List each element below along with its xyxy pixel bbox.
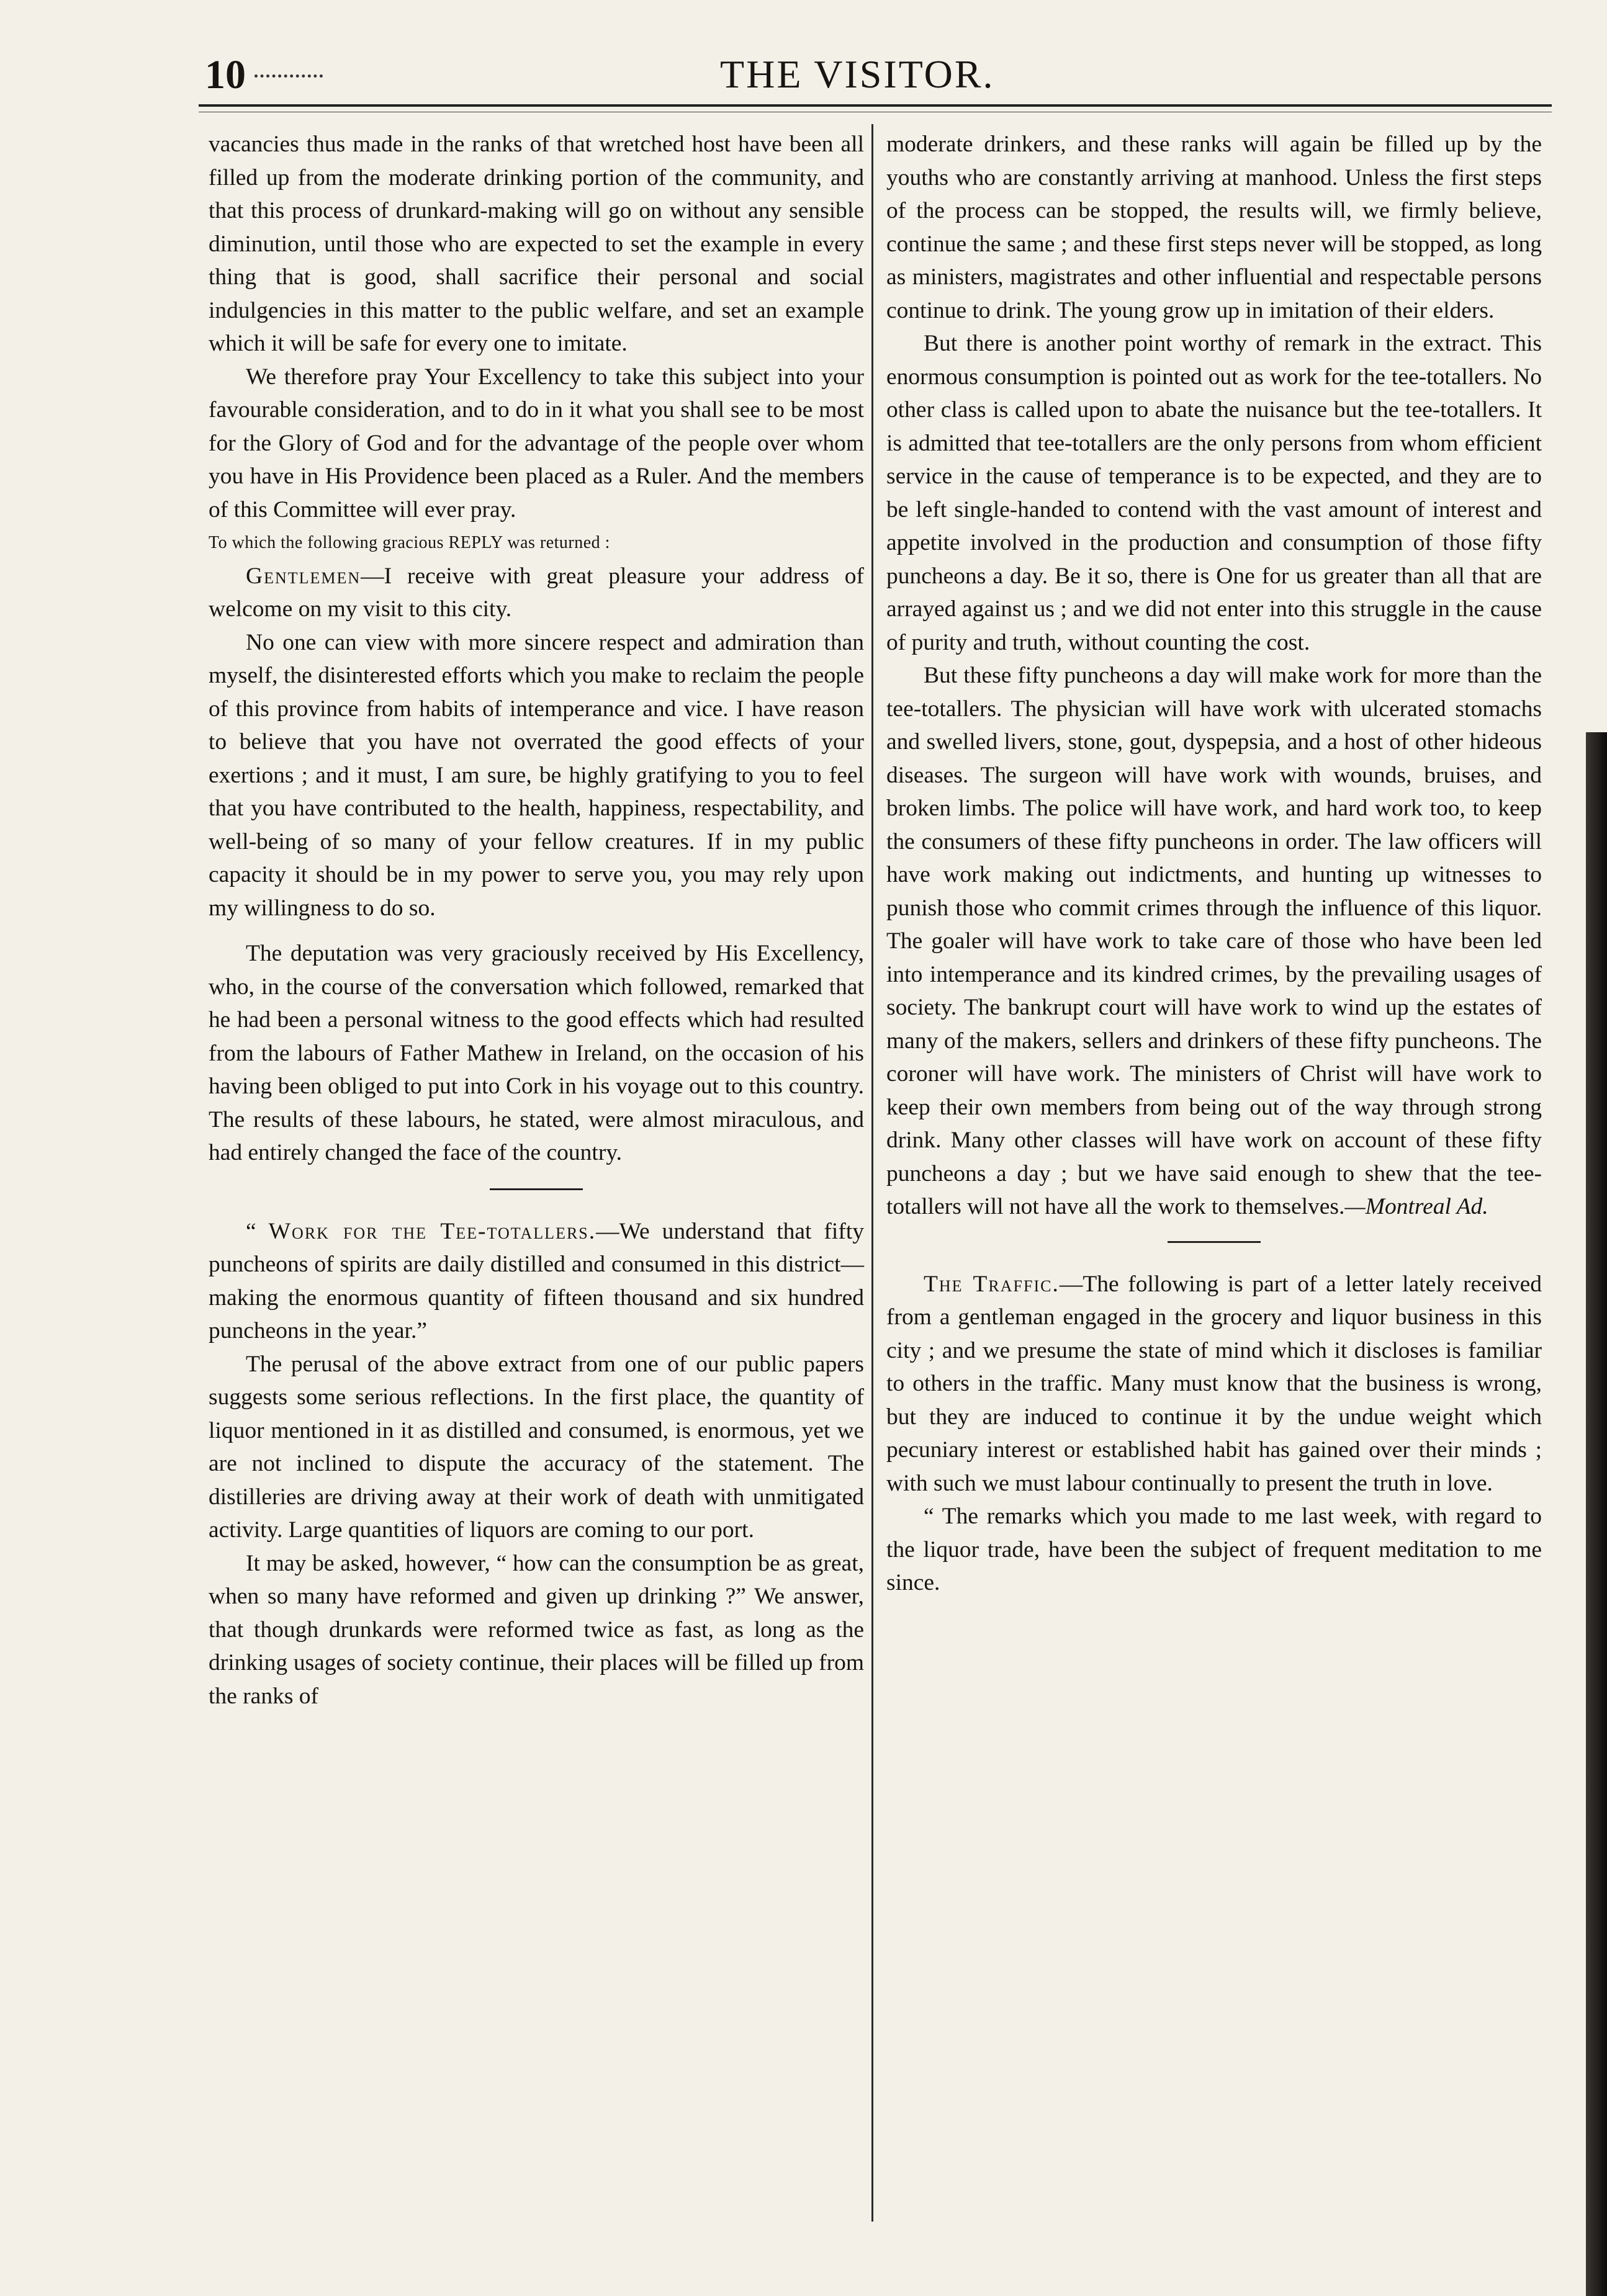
paragraph [886,659,1542,1224]
salutation: Gentlemen [246,563,361,589]
paragraph: moderate drinkers, and these ranks will again be filled up by the youths who are constantly arriving at manhood. Unless the first steps of the process can be stopped, the results will, we firmly believe, continue the same ; and these first steps never will be stopped, as long as ministers, magistrates and other influential and respectable persons continue to drink. The young grow up in imitation of their elders. [886,132,1542,323]
paragraph-text: —We understand that fifty puncheons of spirits are daily distilled and consumed in this district—making the enormous quantity of fifteen thousand and six hundred puncheons in the year.” [209,1218,864,1343]
paragraph: No one can view with more sincere respect and admiration than myself, the disinterested efforts which you make to reclaim the people of this province from habits of intemperance and vice. I have reason to believe that you have not overrated the good effects of your exertions ; and it must, I am sure, be highly gratifying to you to feel that you have contributed to the health, happiness, respectability, and well-being of so many of your fellow creatures. If in my public capacity it should be in my power to serve you, you may rely upon my willingness to do so. [209,629,864,921]
paragraph: We therefore pray Your Excellency to take this subject into your favourable consideration, and to do in it what you shall see to be most for the Glory of God and for the advantage of the people over whom you have in His Providence been placed as a Ruler. And the members of this Committee will ever pray. [209,364,864,522]
paragraph: It may be asked, however, “ how can the consumption be as great, when so many have reformed and given up drinking ?” We answer, that though drunkards were reformed twice as fast, as long as the drinking usages of society continue, their places will be filled up from the ranks of [209,1550,864,1709]
header-rule [199,104,1552,107]
left-column [209,128,864,1713]
paragraph [209,560,864,626]
section-divider [1168,1241,1261,1243]
source-credit: —Montreal Ad. [1344,1194,1488,1219]
paragraph-text: —The following is part of a letter lately received from a gentleman engaged in the grocery and liquor business in this city ; and we presume the state of mind which it discloses is familiar to others in the traffic. Many must know that the business is wrong, but they are induced to continue it by the undue weight which pecuniary interest or established habit has gained over their minds ; with such we must labour continually to present the truth in love. [886,1271,1542,1496]
open-quote: “ [246,1218,256,1244]
section-divider [490,1188,583,1190]
paragraph: The deputation was very graciously received by His Excellency, who, in the course of the conversation which followed, remarked that he had been a personal witness to the good effects which had resulted from the labours of Father Mathew in Ireland, on the occasion of his having been obliged to put into Cork in his voyage out to this country. The results of these labours, he stated, were almost miraculous, and had entirely changed the face of the country. [209,941,864,1165]
page-number: 10 [205,52,246,97]
paragraph [209,1215,864,1348]
reply-intro: To which the following gracious REPLY was returned : [209,533,610,552]
paragraph-text: —I receive with great pleasure your address of welcome on my visit to this city. [209,563,864,622]
scan-edge-shadow [1586,732,1607,2296]
paragraph [886,1268,1542,1500]
page-title: THE VISITOR. [720,52,995,96]
right-column [886,128,1542,1600]
paragraph: vacancies thus made in the ranks of that wretched host have been all filled up from the moderate drinking portion of the community, and that this process of drunkard-making will go on without any sensible diminution, until those who are expected to set the example in every thing that is good, shall sacrifice their personal and social indulgencies in this matter to the public welfare, and set an example which it will be safe for every one to imitate. [209,132,864,356]
column-divider [871,124,873,2222]
paragraph: The perusal of the above extract from one of our public papers suggests some serious reflections. In the first place, the quantity of liquor mentioned in it as distilled and consumed, is enormous, yet we are not inclined to dispute the accuracy of the statement. The distilleries are driving away at their work of death with unmitigated activity. Large quantities of liquors are coming to our port. [209,1351,864,1543]
article-heading: The Traffic. [924,1271,1060,1297]
page-number-leader [254,74,323,78]
article-heading: Work for the Tee-totallers. [268,1218,596,1244]
paragraph-text: But these fifty puncheons a day will make work for more than the tee-totallers. The physician will have work with ulcerated stomachs and swelled livers, stone, gout, dyspepsia, and a host of other hideous diseases. The surgeon will have work with wounds, bruises, and broken limbs. The police will have work, and hard work too, to keep the consumers of these fifty puncheons in order. The law officers will have work making out indictments, and hunting up witnesses to punish those who commit crimes through the influence of this liquor. The goaler will have work to take care of those who have been led into intemperance and its kindred crimes, by the prevailing usages of society. The bankrupt court will have work to wind up the estates of many of the makers, sellers and drinkers of these fifty puncheons. The coroner will have work. The ministers of Christ will have work to keep their own members from being out of the way through strong drink. Many other classes will have work on account of these fifty puncheons a day ; but we have said enough to shew that the tee-totallers will not have all the work to themselves. [886,663,1542,1219]
paragraph: But there is another point worthy of remark in the extract. This enormous consumption is pointed out as work for the tee-totallers. No other class is called upon to abate the nuisance but the tee-totallers. It is admitted that tee-totallers are the only persons from whom efficient service in the cause of temperance is to be expected, and they are to be left single-handed to contend with the vast amount of interest and appetite involved in the production and consumption of those fifty puncheons a day. Be it so, there is One for us greater than all that are arrayed against us ; and we did not enter into this struggle in the cause of purity and truth, without counting the cost. [886,331,1542,655]
paragraph: “ The remarks which you made to me last week, with regard to the liquor trade, have been the subject of frequent meditation to me since. [886,1504,1542,1595]
